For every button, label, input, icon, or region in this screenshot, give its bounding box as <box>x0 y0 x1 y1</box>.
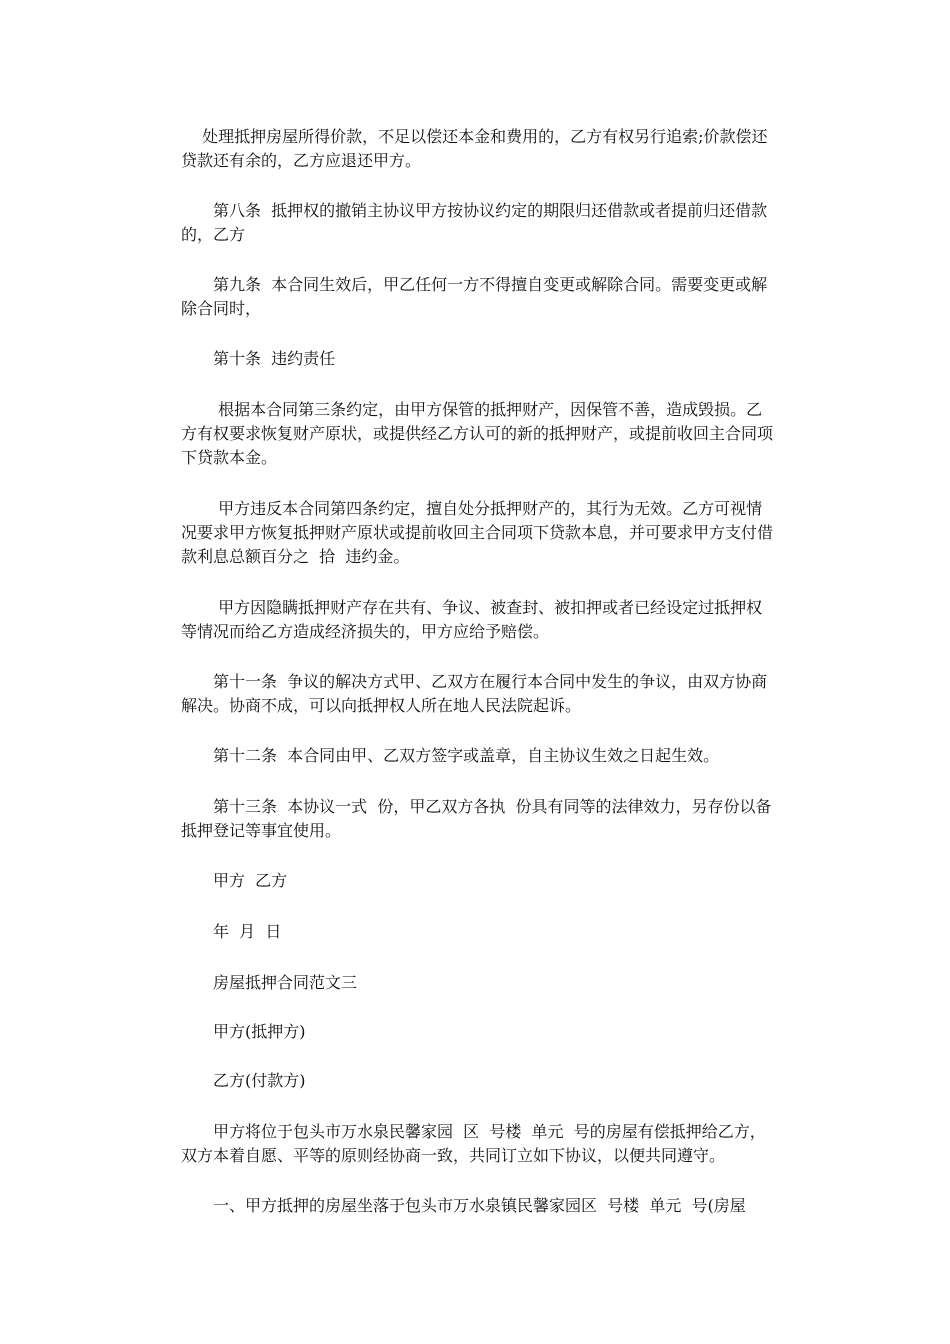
paragraph-9: 第十二条 本合同由甲、乙双方签字或盖章，自主协议生效之日起生效。 <box>181 746 720 765</box>
paragraph-12: 年 月 日 <box>181 922 282 941</box>
paragraph-7: 甲方因隐瞒抵押财产存在共有、争议、被查封、被扣押或者已经设定过抵押权等情况而给乙方造成经济损失的，甲方应给予赔偿。 <box>181 598 763 641</box>
paragraph-2: 第八条 抵押权的撤销主协议甲方按协议约定的期限归还借款或者提前归还借款的，乙方 <box>181 201 768 244</box>
paragraph-6: 甲方违反本合同第四条约定，擅自处分抵押财产的，其行为无效。乙方可视情况要求甲方恢复抵押财产原状或提前收回主合同项下贷款本息，并可要求甲方支付借款利息总额百分之 拾 违约金。 <box>181 499 774 566</box>
paragraph-8: 第十一条 争议的解决方式甲、乙双方在履行本合同中发生的争议，由双方协商解决。协商不成，可以向抵押权人所在地人民法院起诉。 <box>181 672 768 715</box>
paragraph-5: 根据本合同第三条约定，由甲方保管的抵押财产，因保管不善，造成毁损。乙方有权要求恢复财产原状，或提供经乙方认可的新的抵押财产，或提前收回主合同项下贷款本金。 <box>181 400 774 467</box>
paragraph-13: 房屋抵押合同范文三 <box>181 973 358 992</box>
paragraph-10: 第十三条 本协议一式 份，甲乙双方各执 份具有同等的法律效力，另存份以备抵押登记等事宜使用。 <box>181 797 772 840</box>
paragraph-1: 处理抵押房屋所得价款，不足以偿还本金和费用的，乙方有权另行追索;价款偿还贷款还有余的，乙方应退还甲方。 <box>181 127 768 170</box>
paragraph-3: 第九条 本合同生效后，甲乙任何一方不得擅自变更或解除合同。需要变更或解除合同时， <box>181 275 768 318</box>
paragraph-4: 第十条 违约责任 <box>181 349 336 368</box>
paragraph-16: 甲方将位于包头市万水泉民馨家园 区 号楼 单元 号的房屋有偿抵押给乙方，双方本着自愿、平等的原则经协商一致，共同订立如下协议，以便共同遵守。 <box>181 1122 766 1165</box>
paragraph-15: 乙方(付款方) <box>181 1071 306 1090</box>
paragraph-17: 一、甲方抵押的房屋坐落于包头市万水泉镇民馨家园区 号楼 单元 号(房屋 <box>181 1196 746 1215</box>
paragraph-11: 甲方 乙方 <box>181 871 288 890</box>
paragraph-14: 甲方(抵押方) <box>181 1022 306 1041</box>
